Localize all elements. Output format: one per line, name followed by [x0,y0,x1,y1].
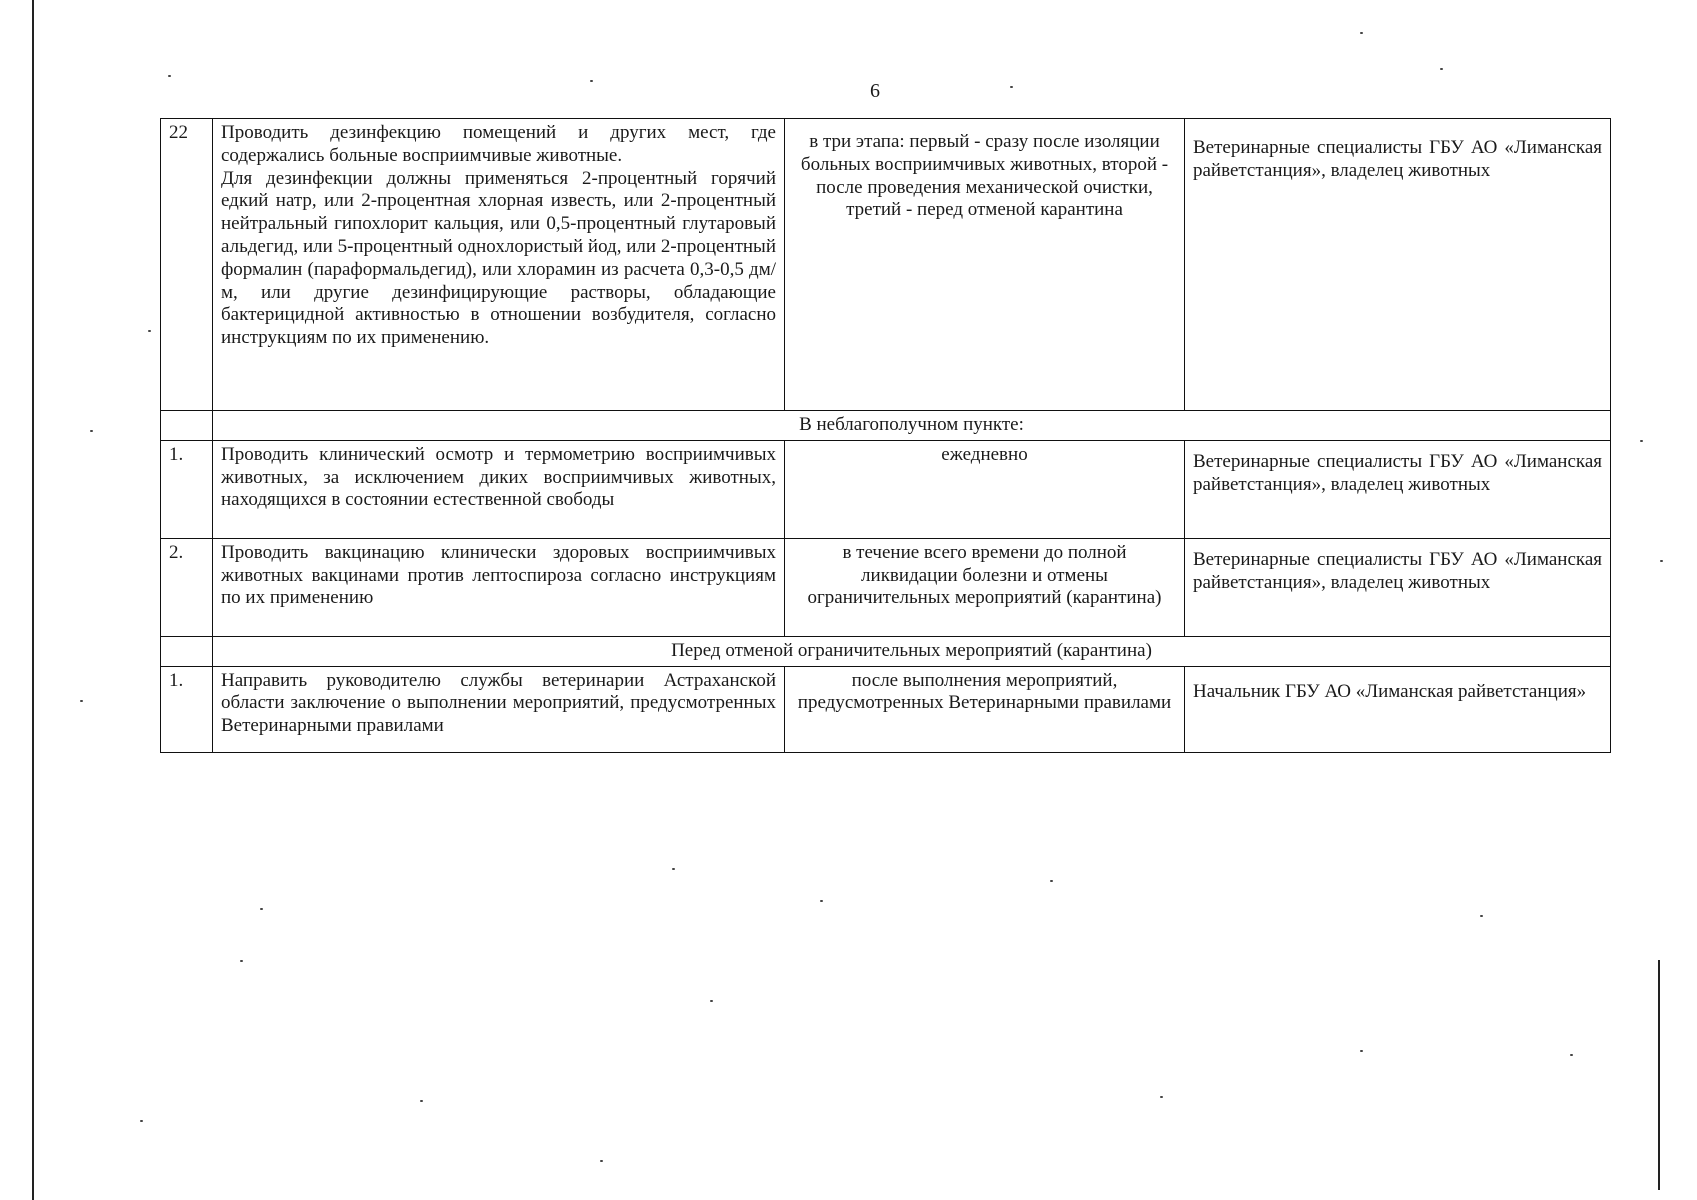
scan-speck [260,908,263,910]
section-header-row [161,636,1611,666]
scan-speck [672,868,675,870]
scan-speck [820,900,823,902]
scan-speck [1570,1054,1573,1056]
term-cell: в три этапа: первый - сразу после изоляции больных восприимчивых животных, второй - после проведения механической очистки, третий - перед отменой карантина [785,119,1185,411]
responsible-cell: Начальник ГБУ АО «Лиманская райветстанция» [1185,666,1611,752]
scan-speck [1480,915,1483,917]
scan-speck [168,75,171,77]
scan-speck [1160,1096,1163,1098]
action-cell: Проводить вакцинацию клинически здоровых восприимчивых животных вакцинами против лептоспироза согласно инструкциям по их применению [213,538,785,636]
section-title: Перед отменой ограничительных мероприятий (карантина) [213,636,1611,666]
scan-speck [1010,86,1013,88]
scan-left-edge-line [32,0,34,1200]
scan-speck [600,1160,603,1162]
scan-speck [1660,560,1663,562]
scan-speck [1050,880,1053,882]
scan-speck [140,1120,143,1122]
scan-speck [710,1000,713,1002]
scan-speck [1360,1050,1363,1052]
responsible-cell: Ветеринарные специалисты ГБУ АО «Лиманская райветстанция», владелец животных [1185,440,1611,538]
scan-speck [1360,32,1363,34]
term-cell: после выполнения мероприятий, предусмотренных Ветеринарными правилами [785,666,1185,752]
table-row [161,119,1611,411]
row-number: 1. [161,666,213,752]
action-paragraph: Проводить дезинфекцию помещений и других мест, где содержались больные восприимчивые животные. [221,122,776,166]
scan-speck [1640,440,1643,442]
row-number: 2. [161,538,213,636]
scan-speck [240,960,243,962]
action-cell: Направить руководителю службы ветеринарии Астраханской области заключение о выполнении мероприятий, предусмотренных Ветеринарными правилами [213,666,785,752]
scan-speck [420,1100,423,1102]
scan-speck [90,430,93,432]
section-number-cell [161,636,213,666]
action-cell [213,119,785,411]
scan-speck [1440,68,1443,70]
scan-speck [80,700,83,702]
scan-right-edge-line [1658,960,1660,1190]
table-row [161,666,1611,752]
term-cell: в течение всего времени до полной ликвидации болезни и отмены ограничительных мероприятий (карантина) [785,538,1185,636]
row-number: 1. [161,440,213,538]
table-row [161,538,1611,636]
section-title: В неблагополучном пункте: [213,411,1611,441]
section-number-cell [161,411,213,441]
scan-speck [590,80,593,82]
row-number: 22 [161,119,213,411]
term-cell: ежедневно [785,440,1185,538]
responsible-cell: Ветеринарные специалисты ГБУ АО «Лиманская райветстанция», владелец животных [1185,119,1611,411]
responsible-cell: Ветеринарные специалисты ГБУ АО «Лиманская райветстанция», владелец животных [1185,538,1611,636]
page-number: 6 [870,80,880,102]
table-row [161,440,1611,538]
action-paragraph: Для дезинфекции должны применяться 2-процентный горячий едкий натр, или 2-процентная хлорная известь, или 2-процентный нейтральный гипохлорит кальция, или 0,5-процентный глутаровый альдегид, или 5-процентный однохлористый йод, или 2-процентный формалин (параформальдегид), или хлорамин из расчета 0,3-0,5 дм/м, или другие дезинфицирующие растворы, обладающие бактерицидной активностью в отношении возбудителя, согласно инструкциям по их применению. [221,167,776,349]
action-cell: Проводить клинический осмотр и термометрию восприимчивых животных, за исключением диких восприимчивых животных, находящихся в состоянии естественной свободы [213,440,785,538]
section-header-row [161,411,1611,441]
scan-speck [148,330,151,332]
measures-table [160,118,1611,753]
